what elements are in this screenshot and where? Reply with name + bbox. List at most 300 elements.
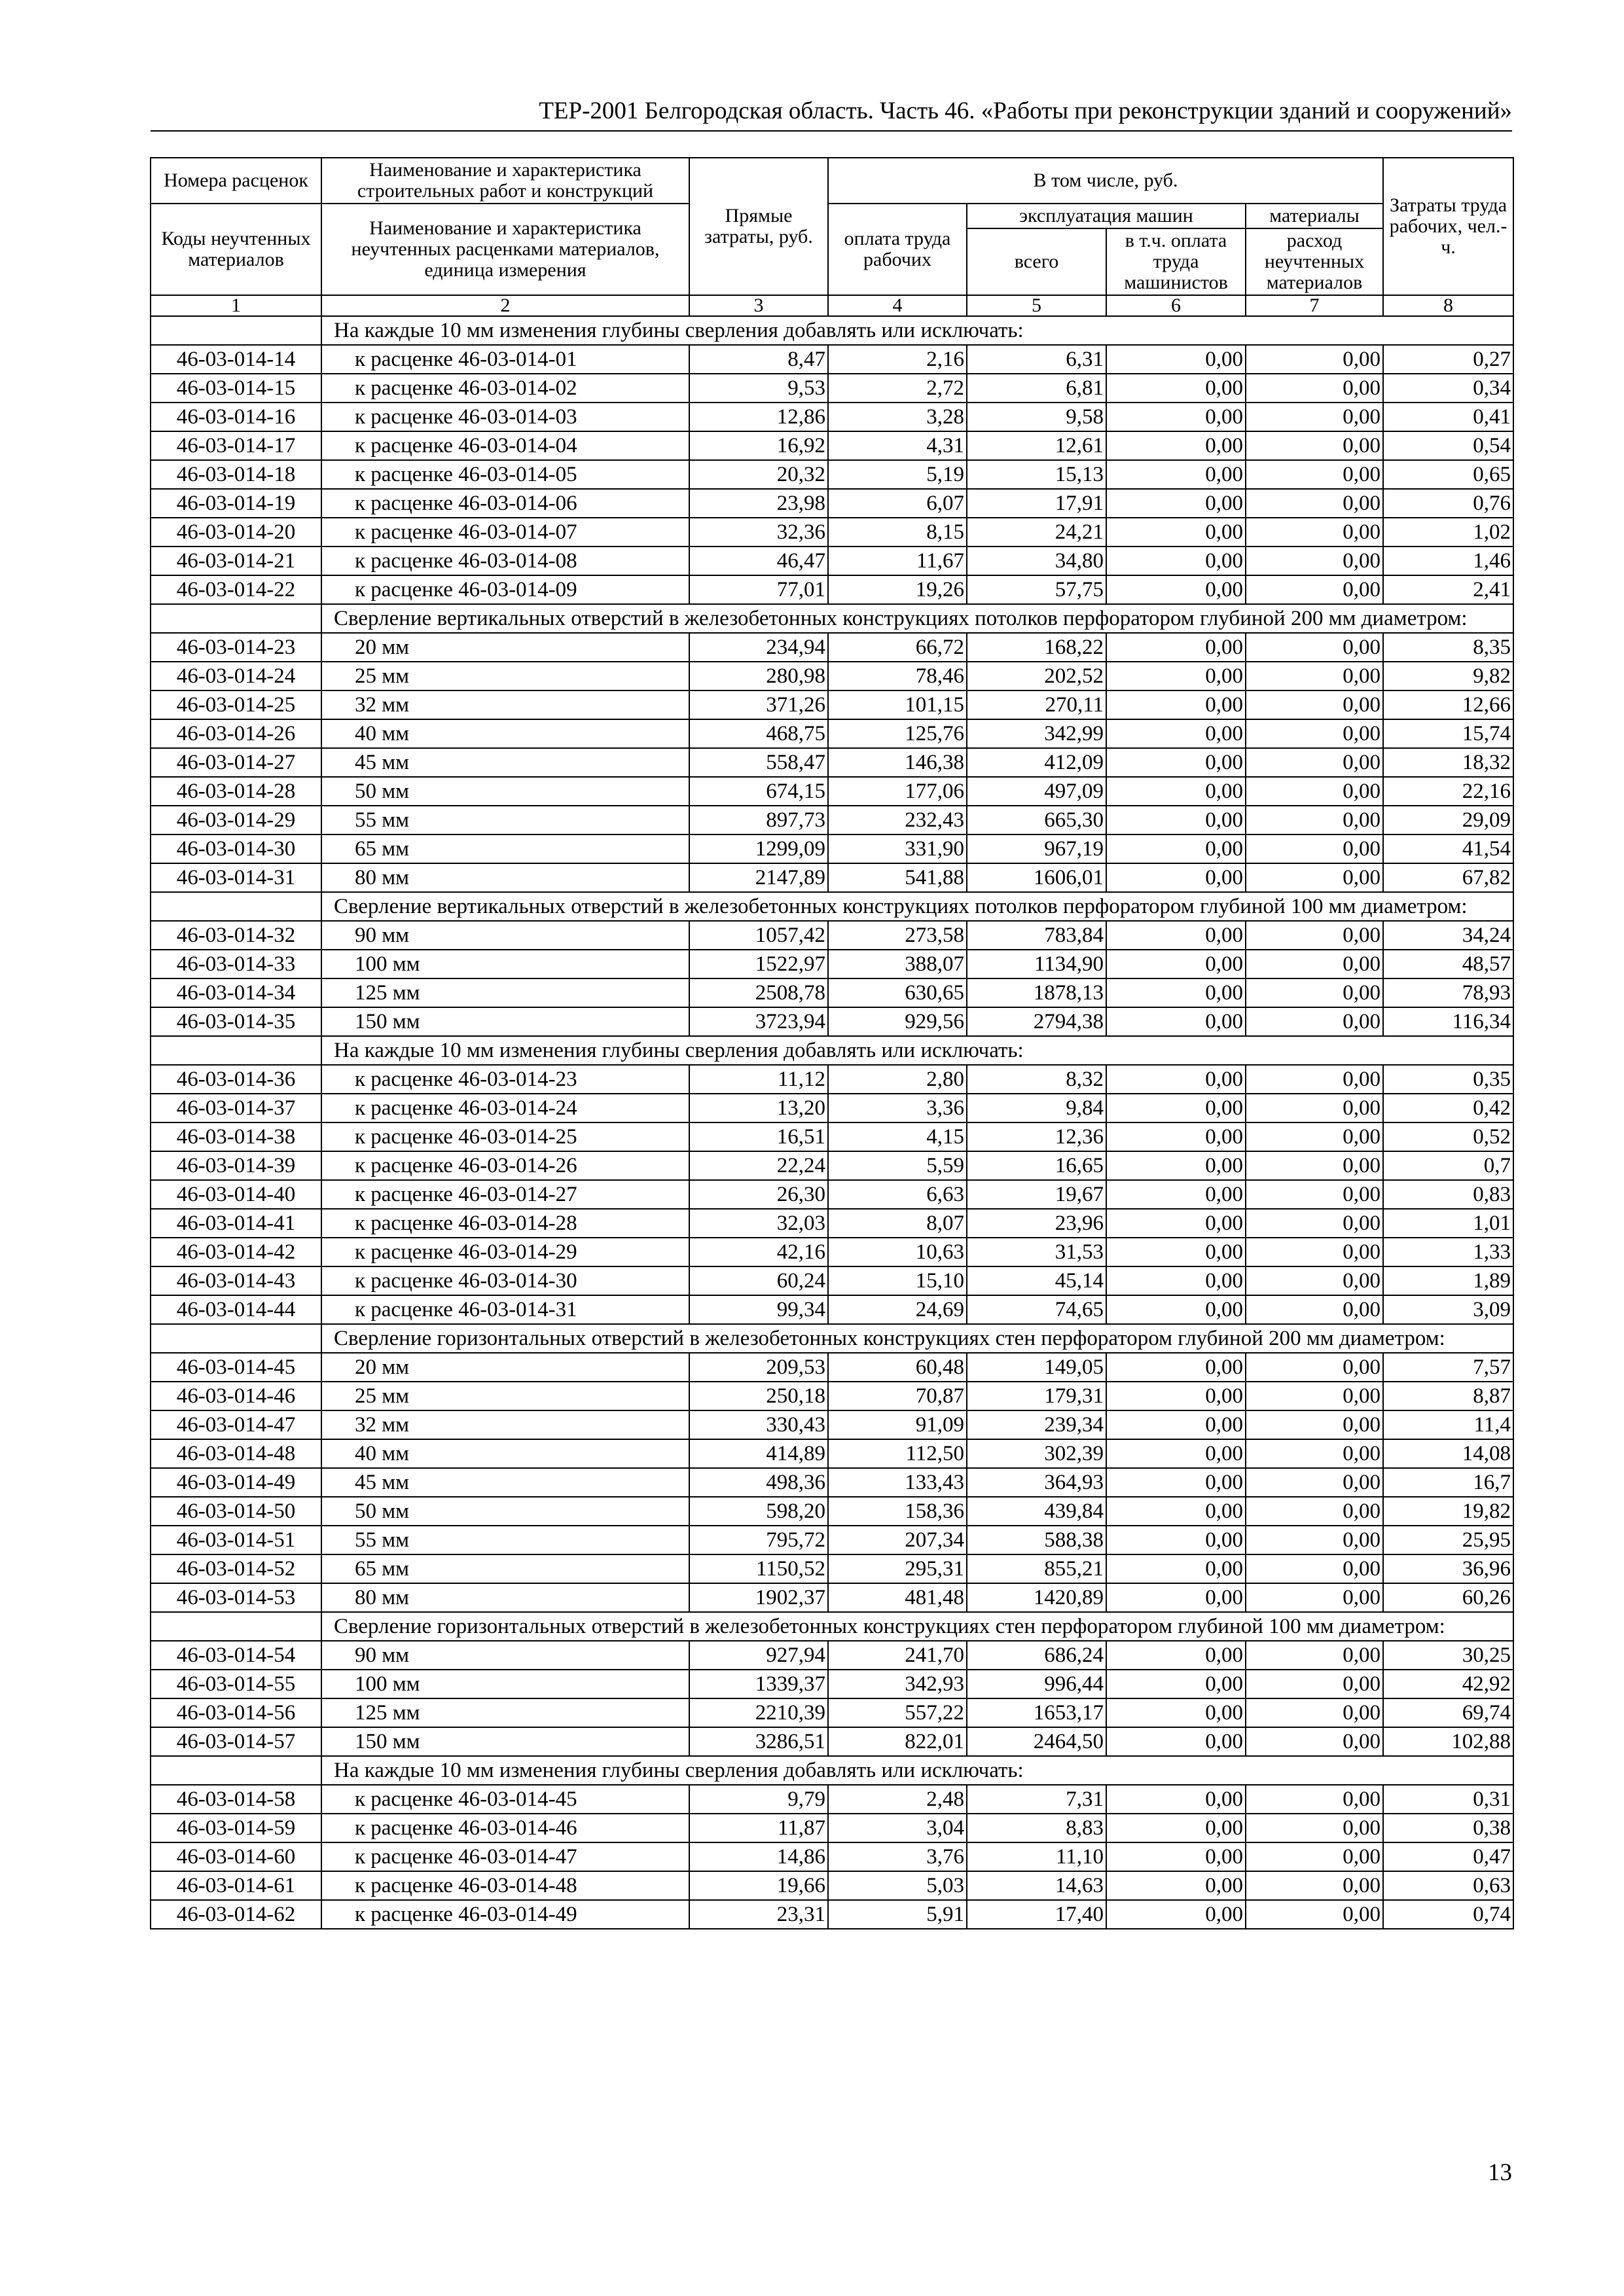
unaccounted-materials-cell: 0,00: [1246, 1238, 1383, 1266]
work-name-cell: к расценке 46-03-014-47: [321, 1842, 689, 1871]
column-number: 5: [967, 295, 1106, 316]
direct-costs-cell: 9,79: [689, 1785, 828, 1814]
table-row: [151, 1670, 1513, 1698]
machine-total-cell: 2464,50: [967, 1727, 1106, 1756]
header-materials: материалы: [1246, 204, 1383, 228]
unaccounted-materials-cell: 0,00: [1246, 1007, 1383, 1036]
unaccounted-materials-cell: 0,00: [1246, 403, 1383, 431]
table-row: [151, 575, 1513, 604]
direct-costs-cell: 209,53: [689, 1353, 828, 1382]
direct-costs-cell: 42,16: [689, 1238, 828, 1266]
labor-hours-cell: 0,7: [1383, 1151, 1513, 1180]
rate-code-cell: 46-03-014-19: [151, 489, 321, 518]
work-name-cell: 32 мм: [321, 691, 689, 719]
unaccounted-materials-cell: 0,00: [1246, 719, 1383, 748]
work-name-cell: к расценке 46-03-014-02: [321, 374, 689, 403]
labor-hours-cell: 67,82: [1383, 863, 1513, 892]
header-labor-pay: оплата труда рабочих: [828, 204, 967, 295]
rate-code-cell: 46-03-014-30: [151, 834, 321, 863]
work-name-cell: к расценке 46-03-014-45: [321, 1785, 689, 1814]
rate-code-cell: 46-03-014-34: [151, 978, 321, 1007]
labor-pay-cell: 91,09: [828, 1410, 967, 1439]
machinist-pay-cell: 0,00: [1106, 1180, 1246, 1209]
unaccounted-materials-cell: 0,00: [1246, 1439, 1383, 1468]
table-row: [151, 1468, 1513, 1497]
direct-costs-cell: 280,98: [689, 662, 828, 691]
table-row: [151, 1583, 1513, 1612]
machinist-pay-cell: 0,00: [1106, 719, 1246, 748]
labor-pay-cell: 630,65: [828, 978, 967, 1007]
direct-costs-cell: 23,98: [689, 489, 828, 518]
labor-pay-cell: 70,87: [828, 1382, 967, 1410]
running-header: ТЕР-2001 Белгородская область. Часть 46. «Работы при реконструкции зданий и сооружений»: [539, 98, 1512, 124]
labor-hours-cell: 0,65: [1383, 460, 1513, 489]
labor-pay-cell: 2,16: [828, 345, 967, 374]
machinist-pay-cell: 0,00: [1106, 460, 1246, 489]
work-name-cell: 40 мм: [321, 719, 689, 748]
rate-code-cell: 46-03-014-26: [151, 719, 321, 748]
labor-pay-cell: 6,07: [828, 489, 967, 518]
machine-total-cell: 6,31: [967, 345, 1106, 374]
machine-total-cell: 16,65: [967, 1151, 1106, 1180]
machine-total-cell: 45,14: [967, 1266, 1106, 1295]
labor-pay-cell: 5,19: [828, 460, 967, 489]
machinist-pay-cell: 0,00: [1106, 777, 1246, 806]
labor-pay-cell: 3,28: [828, 403, 967, 431]
rate-code-cell: 46-03-014-16: [151, 403, 321, 431]
machinist-pay-cell: 0,00: [1106, 1295, 1246, 1324]
direct-costs-cell: 2508,78: [689, 978, 828, 1007]
labor-hours-cell: 0,54: [1383, 431, 1513, 460]
work-name-cell: 150 мм: [321, 1727, 689, 1756]
labor-hours-cell: 69,74: [1383, 1698, 1513, 1727]
table-row: [151, 1900, 1513, 1929]
direct-costs-cell: 13,20: [689, 1094, 828, 1122]
table-row: [151, 1151, 1513, 1180]
work-name-cell: 25 мм: [321, 662, 689, 691]
labor-pay-cell: 3,76: [828, 1842, 967, 1871]
labor-pay-cell: 158,36: [828, 1497, 967, 1526]
rate-code-cell: 46-03-014-48: [151, 1439, 321, 1468]
table-row: [151, 777, 1513, 806]
section-heading: Сверление горизонтальных отверстий в железобетонных конструкциях стен перфоратором глубиной 200 мм диаметром:: [321, 1324, 1513, 1353]
labor-hours-cell: 78,93: [1383, 978, 1513, 1007]
machinist-pay-cell: 0,00: [1106, 1209, 1246, 1238]
labor-pay-cell: 2,72: [828, 374, 967, 403]
column-number: 2: [321, 295, 689, 316]
machine-total-cell: 57,75: [967, 575, 1106, 604]
unaccounted-materials-cell: 0,00: [1246, 431, 1383, 460]
unaccounted-materials-cell: 0,00: [1246, 1814, 1383, 1842]
rate-code-cell: 46-03-014-20: [151, 518, 321, 547]
machine-total-cell: 364,93: [967, 1468, 1106, 1497]
unaccounted-materials-cell: 0,00: [1246, 1497, 1383, 1526]
unaccounted-materials-cell: 0,00: [1246, 777, 1383, 806]
column-number: 3: [689, 295, 828, 316]
direct-costs-cell: 1339,37: [689, 1670, 828, 1698]
work-name-cell: 20 мм: [321, 633, 689, 662]
table-row: [151, 1266, 1513, 1295]
table-row: [151, 1209, 1513, 1238]
labor-hours-cell: 0,47: [1383, 1842, 1513, 1871]
table-row: [151, 863, 1513, 892]
machine-total-cell: 783,84: [967, 921, 1106, 950]
section-heading: На каждые 10 мм изменения глубины сверления добавлять или исключать:: [321, 1756, 1513, 1785]
unaccounted-materials-cell: 0,00: [1246, 374, 1383, 403]
unaccounted-materials-cell: 0,00: [1246, 1526, 1383, 1554]
direct-costs-cell: 46,47: [689, 547, 828, 575]
labor-hours-cell: 0,42: [1383, 1094, 1513, 1122]
machinist-pay-cell: 0,00: [1106, 1007, 1246, 1036]
labor-hours-cell: 18,32: [1383, 748, 1513, 777]
machine-total-cell: 855,21: [967, 1554, 1106, 1583]
rate-code-cell: 46-03-014-47: [151, 1410, 321, 1439]
unaccounted-materials-cell: 0,00: [1246, 950, 1383, 978]
labor-hours-cell: 2,41: [1383, 575, 1513, 604]
direct-costs-cell: 23,31: [689, 1900, 828, 1929]
machine-total-cell: 12,36: [967, 1122, 1106, 1151]
unaccounted-materials-cell: 0,00: [1246, 1900, 1383, 1929]
section-heading-row: [151, 604, 1513, 633]
direct-costs-cell: 2147,89: [689, 863, 828, 892]
unaccounted-materials-cell: 0,00: [1246, 1382, 1383, 1410]
labor-hours-cell: 25,95: [1383, 1526, 1513, 1554]
table-row: [151, 978, 1513, 1007]
direct-costs-cell: 1522,97: [689, 950, 828, 978]
table-row: [151, 1410, 1513, 1439]
rate-code-cell: 46-03-014-44: [151, 1295, 321, 1324]
section-code-cell: [151, 604, 321, 633]
unaccounted-materials-cell: 0,00: [1246, 1727, 1383, 1756]
work-name-cell: к расценке 46-03-014-01: [321, 345, 689, 374]
machinist-pay-cell: 0,00: [1106, 547, 1246, 575]
rate-code-cell: 46-03-014-60: [151, 1842, 321, 1871]
machine-total-cell: 202,52: [967, 662, 1106, 691]
machinist-pay-cell: 0,00: [1106, 1526, 1246, 1554]
machine-total-cell: 967,19: [967, 834, 1106, 863]
header-unaccounted-materials: расход неучтенных материалов: [1246, 228, 1383, 295]
rate-code-cell: 46-03-014-24: [151, 662, 321, 691]
labor-hours-cell: 29,09: [1383, 806, 1513, 834]
machine-total-cell: 588,38: [967, 1526, 1106, 1554]
direct-costs-cell: 16,51: [689, 1122, 828, 1151]
section-heading-row: [151, 1324, 1513, 1353]
machinist-pay-cell: 0,00: [1106, 748, 1246, 777]
labor-pay-cell: 11,67: [828, 547, 967, 575]
labor-hours-cell: 0,41: [1383, 403, 1513, 431]
section-code-cell: [151, 892, 321, 921]
unaccounted-materials-cell: 0,00: [1246, 518, 1383, 547]
unaccounted-materials-cell: 0,00: [1246, 806, 1383, 834]
labor-hours-cell: 0,74: [1383, 1900, 1513, 1929]
direct-costs-cell: 99,34: [689, 1295, 828, 1324]
labor-pay-cell: 5,91: [828, 1900, 967, 1929]
table-row: [151, 834, 1513, 863]
direct-costs-cell: 19,66: [689, 1871, 828, 1900]
labor-hours-cell: 0,83: [1383, 1180, 1513, 1209]
work-name-cell: к расценке 46-03-014-31: [321, 1295, 689, 1324]
labor-hours-cell: 102,88: [1383, 1727, 1513, 1756]
labor-pay-cell: 342,93: [828, 1670, 967, 1698]
labor-pay-cell: 207,34: [828, 1526, 967, 1554]
work-name-cell: 45 мм: [321, 748, 689, 777]
machine-total-cell: 412,09: [967, 748, 1106, 777]
rate-code-cell: 46-03-014-46: [151, 1382, 321, 1410]
rate-code-cell: 46-03-014-35: [151, 1007, 321, 1036]
rate-code-cell: 46-03-014-36: [151, 1065, 321, 1094]
work-name-cell: к расценке 46-03-014-26: [321, 1151, 689, 1180]
machinist-pay-cell: 0,00: [1106, 978, 1246, 1007]
rate-code-cell: 46-03-014-28: [151, 777, 321, 806]
direct-costs-cell: 2210,39: [689, 1698, 828, 1727]
header-machine-operation: эксплуатация машин: [967, 204, 1246, 228]
unaccounted-materials-cell: 0,00: [1246, 1871, 1383, 1900]
section-heading: Сверление вертикальных отверстий в железобетонных конструкциях потолков перфоратором глубиной 100 мм диаметром:: [321, 892, 1513, 921]
unaccounted-materials-cell: 0,00: [1246, 1180, 1383, 1209]
work-name-cell: 65 мм: [321, 834, 689, 863]
unaccounted-materials-cell: 0,00: [1246, 345, 1383, 374]
machinist-pay-cell: 0,00: [1106, 1497, 1246, 1526]
table-row: [151, 518, 1513, 547]
work-name-cell: к расценке 46-03-014-46: [321, 1814, 689, 1842]
table-row: [151, 403, 1513, 431]
direct-costs-cell: 16,92: [689, 431, 828, 460]
work-name-cell: к расценке 46-03-014-09: [321, 575, 689, 604]
unaccounted-materials-cell: 0,00: [1246, 1209, 1383, 1238]
work-name-cell: к расценке 46-03-014-24: [321, 1094, 689, 1122]
machine-total-cell: 2794,38: [967, 1007, 1106, 1036]
table-row: [151, 1295, 1513, 1324]
rate-code-cell: 46-03-014-50: [151, 1497, 321, 1526]
work-name-cell: к расценке 46-03-014-25: [321, 1122, 689, 1151]
labor-pay-cell: 331,90: [828, 834, 967, 863]
machine-total-cell: 1134,90: [967, 950, 1106, 978]
table-row: [151, 633, 1513, 662]
machinist-pay-cell: 0,00: [1106, 1900, 1246, 1929]
machinist-pay-cell: 0,00: [1106, 1266, 1246, 1295]
labor-pay-cell: 66,72: [828, 633, 967, 662]
work-name-cell: 100 мм: [321, 1670, 689, 1698]
direct-costs-cell: 8,47: [689, 345, 828, 374]
labor-pay-cell: 112,50: [828, 1439, 967, 1468]
table-row: [151, 345, 1513, 374]
header-machinist-pay: в т.ч. оплата труда машинистов: [1106, 228, 1246, 295]
machine-total-cell: 6,81: [967, 374, 1106, 403]
labor-pay-cell: 8,15: [828, 518, 967, 547]
unaccounted-materials-cell: 0,00: [1246, 575, 1383, 604]
table-row: [151, 431, 1513, 460]
direct-costs-cell: 1902,37: [689, 1583, 828, 1612]
table-row: [151, 1094, 1513, 1122]
unaccounted-materials-cell: 0,00: [1246, 863, 1383, 892]
labor-hours-cell: 60,26: [1383, 1583, 1513, 1612]
header-material-description: Наименование и характеристика неучтенных расценками материалов, единица измерения: [321, 204, 689, 295]
header-material-codes: Коды неучтенных материалов: [151, 204, 321, 295]
table-row: [151, 1727, 1513, 1756]
table-row: [151, 1698, 1513, 1727]
rate-code-cell: 46-03-014-62: [151, 1900, 321, 1929]
labor-hours-cell: 7,57: [1383, 1353, 1513, 1382]
labor-pay-cell: 101,15: [828, 691, 967, 719]
labor-pay-cell: 822,01: [828, 1727, 967, 1756]
direct-costs-cell: 26,30: [689, 1180, 828, 1209]
table-body: [151, 316, 1513, 1929]
section-code-cell: [151, 1756, 321, 1785]
machine-total-cell: 17,40: [967, 1900, 1106, 1929]
rate-code-cell: 46-03-014-17: [151, 431, 321, 460]
machine-total-cell: 12,61: [967, 431, 1106, 460]
direct-costs-cell: 414,89: [689, 1439, 828, 1468]
table-row: [151, 1641, 1513, 1670]
unaccounted-materials-cell: 0,00: [1246, 1554, 1383, 1583]
section-code-cell: [151, 1324, 321, 1353]
unaccounted-materials-cell: 0,00: [1246, 1842, 1383, 1871]
direct-costs-cell: 22,24: [689, 1151, 828, 1180]
work-name-cell: к расценке 46-03-014-29: [321, 1238, 689, 1266]
machinist-pay-cell: 0,00: [1106, 1670, 1246, 1698]
machine-total-cell: 31,53: [967, 1238, 1106, 1266]
unaccounted-materials-cell: 0,00: [1246, 921, 1383, 950]
table-row: [151, 460, 1513, 489]
work-name-cell: 55 мм: [321, 806, 689, 834]
machine-total-cell: 15,13: [967, 460, 1106, 489]
direct-costs-cell: 3723,94: [689, 1007, 828, 1036]
machine-total-cell: 23,96: [967, 1209, 1106, 1238]
direct-costs-cell: 32,03: [689, 1209, 828, 1238]
unaccounted-materials-cell: 0,00: [1246, 1410, 1383, 1439]
labor-pay-cell: 6,63: [828, 1180, 967, 1209]
rate-code-cell: 46-03-014-14: [151, 345, 321, 374]
work-name-cell: к расценке 46-03-014-49: [321, 1900, 689, 1929]
table-row: [151, 1353, 1513, 1382]
rate-code-cell: 46-03-014-33: [151, 950, 321, 978]
direct-costs-cell: 795,72: [689, 1526, 828, 1554]
machinist-pay-cell: 0,00: [1106, 1698, 1246, 1727]
direct-costs-cell: 12,86: [689, 403, 828, 431]
machinist-pay-cell: 0,00: [1106, 1554, 1246, 1583]
page-number: 13: [1488, 2159, 1512, 2186]
header-labor-costs: Затраты труда рабочих, чел.-ч.: [1383, 158, 1513, 295]
rate-code-cell: 46-03-014-51: [151, 1526, 321, 1554]
labor-pay-cell: 60,48: [828, 1353, 967, 1382]
unaccounted-materials-cell: 0,00: [1246, 1094, 1383, 1122]
rate-code-cell: 46-03-014-25: [151, 691, 321, 719]
section-heading: На каждые 10 мм изменения глубины сверления добавлять или исключать:: [321, 1036, 1513, 1065]
table-row: [151, 950, 1513, 978]
work-name-cell: к расценке 46-03-014-08: [321, 547, 689, 575]
machine-total-cell: 497,09: [967, 777, 1106, 806]
labor-hours-cell: 14,08: [1383, 1439, 1513, 1468]
work-name-cell: 65 мм: [321, 1554, 689, 1583]
rate-code-cell: 46-03-014-57: [151, 1727, 321, 1756]
work-name-cell: 125 мм: [321, 978, 689, 1007]
unaccounted-materials-cell: 0,00: [1246, 1353, 1383, 1382]
labor-hours-cell: 0,76: [1383, 489, 1513, 518]
labor-pay-cell: 24,69: [828, 1295, 967, 1324]
machine-total-cell: 439,84: [967, 1497, 1106, 1526]
labor-hours-cell: 48,57: [1383, 950, 1513, 978]
labor-pay-cell: 5,59: [828, 1151, 967, 1180]
rate-code-cell: 46-03-014-55: [151, 1670, 321, 1698]
machinist-pay-cell: 0,00: [1106, 1122, 1246, 1151]
direct-costs-cell: 330,43: [689, 1410, 828, 1439]
table-row: [151, 719, 1513, 748]
machinist-pay-cell: 0,00: [1106, 863, 1246, 892]
table-header: [151, 158, 1513, 316]
machine-total-cell: 8,83: [967, 1814, 1106, 1842]
direct-costs-cell: 14,86: [689, 1842, 828, 1871]
labor-hours-cell: 42,92: [1383, 1670, 1513, 1698]
rate-code-cell: 46-03-014-38: [151, 1122, 321, 1151]
machinist-pay-cell: 0,00: [1106, 1410, 1246, 1439]
section-code-cell: [151, 1036, 321, 1065]
labor-pay-cell: 541,88: [828, 863, 967, 892]
machine-total-cell: 24,21: [967, 518, 1106, 547]
labor-hours-cell: 0,35: [1383, 1065, 1513, 1094]
direct-costs-cell: 60,24: [689, 1266, 828, 1295]
machine-total-cell: 1420,89: [967, 1583, 1106, 1612]
direct-costs-cell: 32,36: [689, 518, 828, 547]
direct-costs-cell: 897,73: [689, 806, 828, 834]
work-name-cell: 150 мм: [321, 1007, 689, 1036]
machine-total-cell: 11,10: [967, 1842, 1106, 1871]
rate-code-cell: 46-03-014-58: [151, 1785, 321, 1814]
table-row: [151, 662, 1513, 691]
table-row: [151, 806, 1513, 834]
direct-costs-cell: 468,75: [689, 719, 828, 748]
machine-total-cell: 270,11: [967, 691, 1106, 719]
machine-total-cell: 8,32: [967, 1065, 1106, 1094]
rate-code-cell: 46-03-014-29: [151, 806, 321, 834]
table-row: [151, 374, 1513, 403]
machine-total-cell: 14,63: [967, 1871, 1106, 1900]
column-number: 7: [1246, 295, 1383, 316]
column-number: 8: [1383, 295, 1513, 316]
labor-pay-cell: 10,63: [828, 1238, 967, 1266]
rates-table: [150, 157, 1514, 1929]
work-name-cell: 50 мм: [321, 1497, 689, 1526]
unaccounted-materials-cell: 0,00: [1246, 662, 1383, 691]
work-name-cell: 125 мм: [321, 1698, 689, 1727]
machine-total-cell: 1606,01: [967, 863, 1106, 892]
rate-code-cell: 46-03-014-18: [151, 460, 321, 489]
work-name-cell: 80 мм: [321, 1583, 689, 1612]
work-name-cell: 45 мм: [321, 1468, 689, 1497]
section-heading: Сверление вертикальных отверстий в железобетонных конструкциях потолков перфоратором глубиной 200 мм диаметром:: [321, 604, 1513, 633]
table-row: [151, 1871, 1513, 1900]
labor-hours-cell: 0,63: [1383, 1871, 1513, 1900]
work-name-cell: к расценке 46-03-014-04: [321, 431, 689, 460]
labor-hours-cell: 0,31: [1383, 1785, 1513, 1814]
rate-code-cell: 46-03-014-59: [151, 1814, 321, 1842]
machine-total-cell: 9,84: [967, 1094, 1106, 1122]
labor-pay-cell: 125,76: [828, 719, 967, 748]
column-number-row: [151, 295, 1513, 316]
labor-hours-cell: 9,82: [1383, 662, 1513, 691]
labor-pay-cell: 557,22: [828, 1698, 967, 1727]
section-heading-row: [151, 1756, 1513, 1785]
work-name-cell: 100 мм: [321, 950, 689, 978]
section-heading-row: [151, 1036, 1513, 1065]
direct-costs-cell: 3286,51: [689, 1727, 828, 1756]
rate-code-cell: 46-03-014-54: [151, 1641, 321, 1670]
machine-total-cell: 665,30: [967, 806, 1106, 834]
machinist-pay-cell: 0,00: [1106, 1065, 1246, 1094]
work-name-cell: 20 мм: [321, 1353, 689, 1382]
labor-hours-cell: 1,89: [1383, 1266, 1513, 1295]
work-name-cell: к расценке 46-03-014-27: [321, 1180, 689, 1209]
work-name-cell: к расценке 46-03-014-06: [321, 489, 689, 518]
